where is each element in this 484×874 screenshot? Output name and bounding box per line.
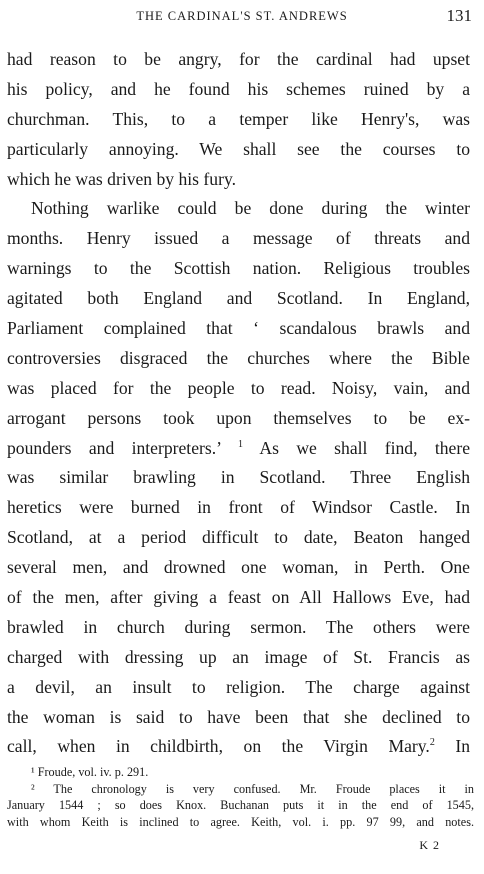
text-line: controversies disgraced the churches where the Bible	[7, 347, 470, 368]
text-segment: As we shall find, there	[259, 437, 471, 458]
text-line: particularly annoying. We shall see the courses to	[7, 138, 470, 159]
text-line: was similar brawling in Scotland. Three English	[7, 467, 470, 488]
text-line: arrogant persons took upon themselves to be ex-	[7, 407, 470, 428]
signature-mark: K 2	[419, 838, 440, 852]
text-line: Nothing warlike could be done during the winter	[31, 198, 470, 219]
text-line: heretics were burned in front of Windsor Castle. In	[7, 497, 470, 518]
text-line: churchman. This, to a temper like Henry's, was	[7, 108, 470, 129]
body-text	[7, 45, 470, 762]
text-segment: pounders and interpreters.’	[7, 437, 221, 458]
text-line: brawled in church during sermon. The others were	[7, 616, 470, 637]
text-line: had reason to be angry, for the cardinal had upset	[7, 49, 470, 69]
text-line: a devil, an insult to religion. The charge against	[7, 676, 470, 697]
text-line: his policy, and he found his schemes ruined by a	[7, 78, 470, 99]
footnote-2-line: ² The chronology is very confused. Mr. Froude places it in	[31, 781, 474, 796]
footnote-2-line: with whom Keith is inclined to agree. Keith, vol. i. pp. 97 99, and notes.	[7, 814, 474, 829]
running-title: THE CARDINAL'S ST. ANDREWS	[136, 9, 348, 23]
text-segment: In	[455, 736, 470, 757]
text-line: several men, and drowned one woman, in Perth. One	[7, 557, 470, 578]
text-line-with-footnote	[7, 434, 470, 464]
page-number: 131	[446, 6, 472, 25]
text-line: the woman is said to have been that she declined to	[7, 706, 470, 727]
text-line: charged with dressing up an image of St. Francis as	[7, 646, 470, 667]
text-line: months. Henry issued a message of threats and	[7, 228, 470, 249]
running-head	[0, 6, 484, 28]
text-line: which he was driven by his fury.	[7, 168, 236, 189]
footnote-ref: 2	[429, 737, 435, 749]
footnote-1: ¹ Froude, vol. iv. p. 291.	[31, 765, 149, 779]
text-line: of the men, after giving a feast on All Hallows Eve, had	[7, 587, 470, 608]
text-line: warnings to the Scottish nation. Religious troubles	[7, 258, 470, 279]
footnote-ref: 1	[238, 438, 244, 450]
text-line: Scotland, at a period difficult to date, Beaton hanged	[7, 527, 470, 548]
text-line-with-footnote	[7, 732, 470, 762]
text-line: was placed for the people to read. Noisy, vain, and	[7, 377, 470, 398]
footnotes	[7, 764, 474, 830]
footnote-2-line: January 1544 ; so does Knox. Buchanan puts it in the end of 1545,	[7, 798, 474, 812]
text-line: Parliament complained that ‘ scandalous brawls and	[7, 318, 470, 339]
text-segment: call, when in childbirth, on the Virgin Mary.	[7, 736, 430, 757]
text-line: agitated both England and Scotland. In England,	[7, 288, 470, 309]
